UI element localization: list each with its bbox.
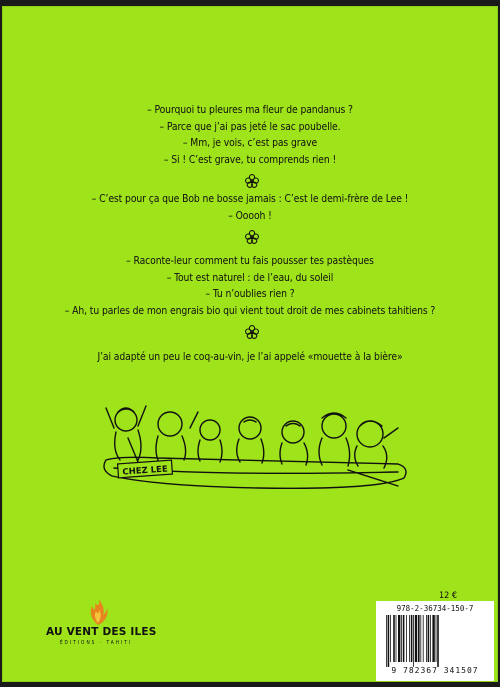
dialogue-line: – Mm, je vois, c’est pas grave [182, 137, 318, 149]
dialogue-line: – Tout est naturel : de l’eau, du soleil [166, 271, 334, 284]
barcode-box [376, 601, 494, 681]
dialogue-block-2 [2, 191, 498, 224]
boat-sign [118, 460, 173, 478]
dialogue-line: – Si ! C’est grave, tu comprends rien ! [163, 153, 337, 166]
publisher-subtitle: ÉDITIONS · TAHITI [59, 641, 133, 646]
dialogue-line: – Raconte-leur comment tu fais pousser tes pastèques [126, 255, 374, 267]
dialogue-block-1 [2, 102, 498, 168]
isbn-text: 978-2-36734-150-7 [396, 604, 474, 613]
boat-illustration [98, 398, 418, 498]
dialogue-line: – C’est pour ça que Bob ne bosse jamais : C’est le demi-frère de Lee ! [91, 193, 409, 205]
price-label: 12 € [439, 591, 458, 601]
dialogue-line: – Parce que j’ai pas jeté le sac poubelle. [159, 120, 341, 133]
publisher-name: AU VENT DES ILES [46, 626, 157, 638]
closing-line: J’ai adapté un peu le coq-au-vin, je l’ai appelé «mouette à la bière» [97, 351, 403, 363]
dialogue-block-3 [2, 253, 498, 319]
dialogue-line: – Tu n’oublies rien ? [205, 288, 295, 300]
back-cover [2, 6, 498, 682]
barcode-bars [386, 615, 486, 667]
flower-icon [244, 173, 260, 189]
publisher-logo [46, 598, 157, 660]
ean-digits: 9 782367 341507 [391, 666, 479, 675]
boat-sign-text: CHEZ LEE [122, 464, 169, 478]
flower-icon [244, 324, 260, 340]
flower-icon [244, 229, 260, 245]
dialogue-line: – Pourquoi tu pleures ma fleur de pandanus ? [147, 104, 353, 116]
dialogue-line: – Ooooh ! [228, 209, 272, 222]
dialogue-line: – Ah, tu parles de mon engrais bio qui vient tout droit de mes cabinets tahitiens ? [64, 304, 436, 317]
flame-flower-icon [86, 598, 110, 626]
closing-line-block [2, 349, 498, 366]
